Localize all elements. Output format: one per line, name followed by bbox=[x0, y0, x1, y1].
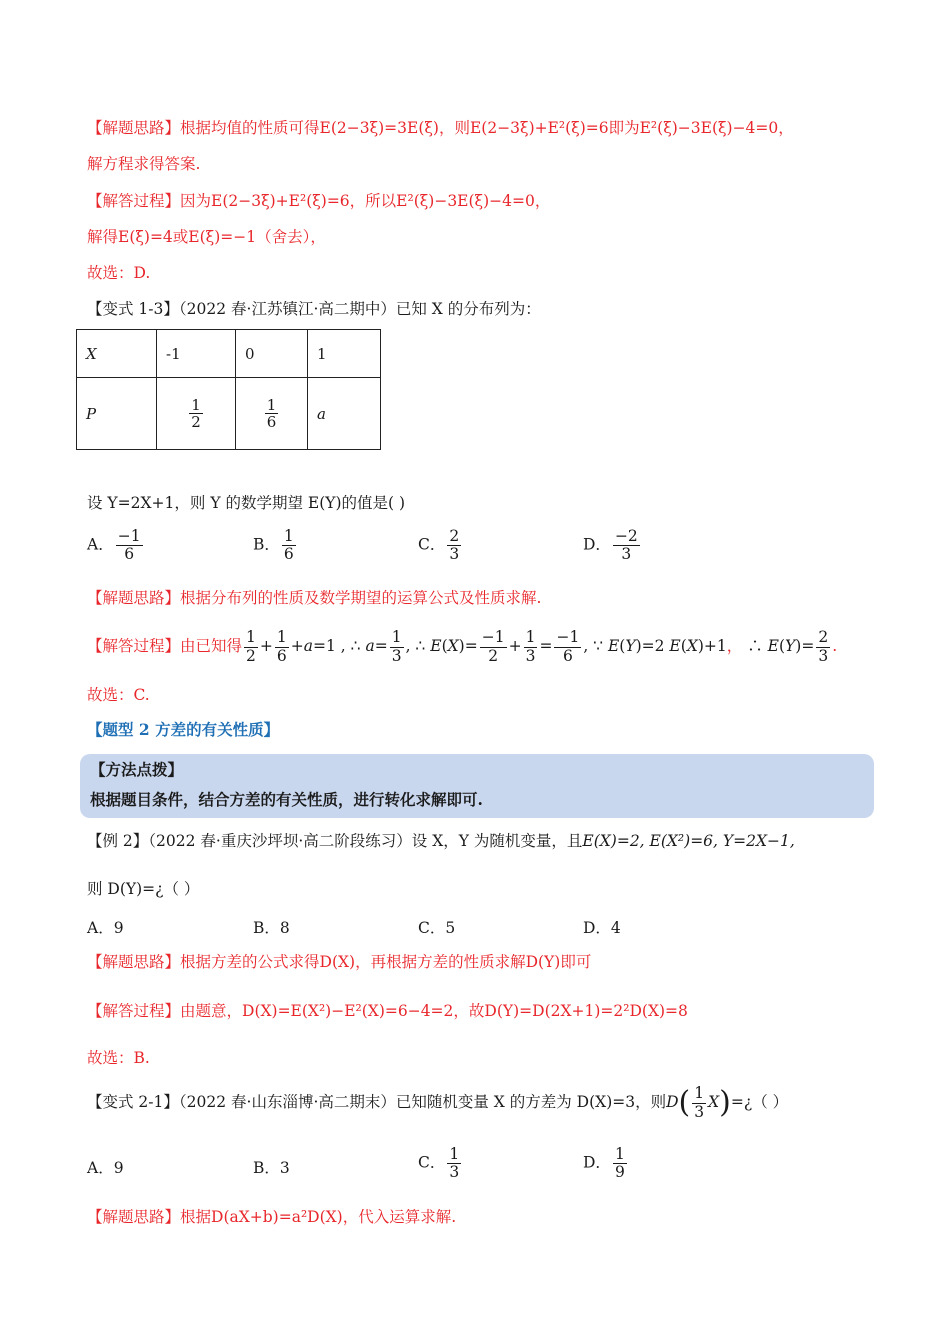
table-cell: a bbox=[308, 378, 381, 450]
process-tag: 【解答过程】 bbox=[87, 1002, 181, 1020]
thought-tag: 【解题思路】 bbox=[87, 953, 181, 971]
ex2-answer: 故选：B. bbox=[87, 1049, 150, 1067]
table-cell: P bbox=[77, 378, 157, 450]
distribution-table bbox=[76, 329, 381, 450]
var13-thought bbox=[87, 587, 541, 609]
var13-title: 【变式 1-3】（2022 春·江苏镇江·高二期中）已知 X 的分布列为： bbox=[87, 300, 541, 318]
method-text: 根据题目条件，结合方差的有关性质，进行转化求解即可. bbox=[90, 790, 483, 809]
option-c: C． $\frac{1}{3}$ bbox=[418, 1145, 460, 1182]
process-tag: 【解答过程】 bbox=[87, 192, 181, 210]
thought-text: 根据分布列的性质及数学期望的运算公式及性质求解. bbox=[180, 589, 542, 607]
table-cell: 0 bbox=[236, 330, 308, 378]
ex2-title: 【例 2】（2022 春·重庆沙坪坝·高二阶段练习）设 X，Y 为随机变量，且E(X)=2, E(X²)=6, Y=2X−1, bbox=[87, 832, 795, 850]
table-cell bbox=[157, 378, 236, 450]
var13-question: 设 Y=2X+1，则 Y 的数学期望 E(Y)的值是( ) bbox=[87, 494, 406, 512]
method-title: 【方法点拨】 bbox=[90, 760, 184, 779]
ex2-question: 则 D(Y)=¿（ ） bbox=[87, 880, 200, 898]
option-d: D． $\frac{-2}{3}$ bbox=[583, 527, 638, 564]
ex13-process-cont: 解得E(ξ)=4或E(ξ)=−1（舍去）， bbox=[87, 228, 326, 246]
option-a: A．9 bbox=[87, 919, 124, 937]
var13-process: 【解答过程】由已知得 $\frac{1}{2}$ + $\frac{1}{6}$ +a=1 , ∴ a= $\frac{1}{3}$ , ∴ E(X)= $\frac{-1}{2}$ + $\frac{1}{3}$ = $\frac{-1}{6}$ , ∵ E(Y)=2 E(X)+1， ∴ E(Y)= $\frac{2}{3}$ . bbox=[87, 628, 838, 665]
thought-text: 根据D(aX+b)=a²D(X)，代入运算求解. bbox=[180, 1208, 457, 1226]
ex13-thought-cont: 解方程求得答案. bbox=[87, 155, 201, 173]
ex2-thought bbox=[87, 951, 591, 973]
option-d: D．4 bbox=[583, 919, 621, 937]
ex13-answer: 故选：D. bbox=[87, 264, 151, 282]
option-a: A．9 bbox=[87, 1159, 124, 1177]
ex13-thought bbox=[87, 117, 794, 139]
thought-tag: 【解题思路】 bbox=[87, 119, 181, 137]
section-heading: 【题型 2 方差的有关性质】 bbox=[87, 720, 280, 739]
option-c: C．5 bbox=[418, 919, 456, 937]
ex13-process bbox=[87, 190, 550, 212]
fraction: $\frac{1}{6}$ bbox=[266, 395, 277, 431]
thought-text: 根据均值的性质可得E(2−3ξ)=3E(ξ)，则E(2−3ξ)+E²(ξ)=6即为E²(ξ)−3E(ξ)−4=0， bbox=[180, 119, 794, 137]
thought-tag: 【解题思路】 bbox=[87, 589, 181, 607]
table-cell: 1 bbox=[308, 330, 381, 378]
process-text: 由已知得 bbox=[180, 637, 243, 655]
option-b: B．3 bbox=[253, 1159, 290, 1177]
thought-text: 根据方差的公式求得D(X)，再根据方差的性质求解D(Y)即可 bbox=[180, 953, 592, 971]
var21-title: 【变式 2-1】（2022 春·山东淄博·高二期末）已知随机变量 X 的方差为 D(X)=3，则D( $\frac{1}{3}$ X)=¿（ ） bbox=[87, 1084, 789, 1121]
option-b: B．8 bbox=[253, 919, 290, 937]
thought-tag: 【解题思路】 bbox=[87, 1208, 181, 1226]
ex2-process bbox=[87, 1000, 688, 1022]
table-cell: X bbox=[77, 330, 157, 378]
fraction: $\frac{1}{2}$ bbox=[191, 395, 201, 431]
method-box bbox=[80, 754, 874, 818]
table-cell bbox=[236, 378, 308, 450]
var21-thought bbox=[87, 1206, 456, 1228]
option-b: B． $\frac{1}{6}$ bbox=[253, 527, 294, 564]
process-text: 由题意，D(X)=E(X²)−E²(X)=6−4=2，故D(Y)=D(2X+1)=2²D(X)=8 bbox=[180, 1002, 688, 1020]
var13-answer: 故选：C. bbox=[87, 686, 150, 704]
process-text: 因为E(2−3ξ)+E²(ξ)=6，所以E²(ξ)−3E(ξ)−4=0， bbox=[180, 192, 551, 210]
option-c: C． $\frac{2}{3}$ bbox=[418, 527, 460, 564]
option-a: A． $\frac{-1}{6}$ bbox=[87, 527, 141, 564]
process-tag: 【解答过程】 bbox=[87, 637, 181, 655]
option-d: D． $\frac{1}{9}$ bbox=[583, 1145, 625, 1182]
table-cell: -1 bbox=[157, 330, 236, 378]
